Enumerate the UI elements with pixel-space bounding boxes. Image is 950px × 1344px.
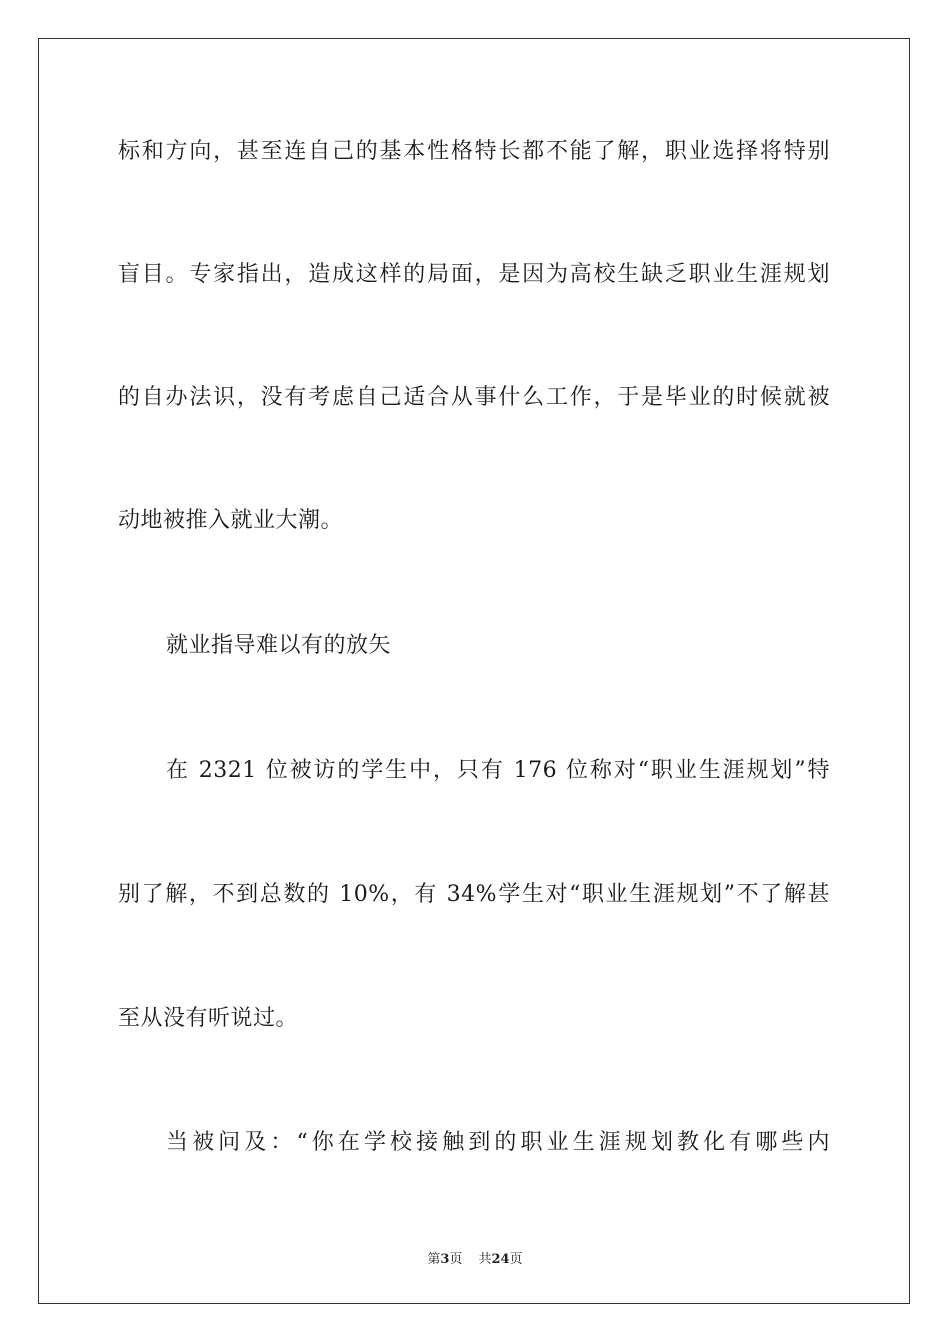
page-number: 3: [440, 1252, 450, 1267]
body-line-4: 动地被推入就业大潮。: [118, 508, 344, 533]
page-prefix: 第: [427, 1252, 441, 1267]
body-line-6: 在 2321 位被访的学生中，只有 176 位称对“职业生涯规划”特: [166, 758, 830, 783]
body-line-3: 的自办法识，没有考虑自己适合从事什么工作，于是毕业的时候就被: [118, 385, 830, 410]
total-prefix: 共: [478, 1252, 492, 1267]
section-heading: 就业指导难以有的放矢: [166, 633, 392, 658]
total-pages: 24: [491, 1252, 510, 1267]
body-line-7: 别了解，不到总数的 10%，有 34%学生对“职业生涯规划”不了解甚: [118, 882, 830, 907]
body-line-2: 盲目。专家指出，造成这样的局面，是因为高校生缺乏职业生涯规划: [118, 262, 830, 287]
page-suffix: 页: [449, 1252, 463, 1267]
total-suffix: 页: [509, 1252, 523, 1267]
body-line-9: 当被问及：“你在学校接触到的职业生涯规划教化有哪些内: [166, 1130, 830, 1155]
page-footer: [0, 1248, 950, 1267]
body-line-1: 标和方向，甚至连自己的基本性格特长都不能了解，职业选择将特别: [118, 139, 830, 164]
page-border: [38, 38, 910, 1304]
body-line-8: 至从没有听说过。: [118, 1006, 299, 1031]
